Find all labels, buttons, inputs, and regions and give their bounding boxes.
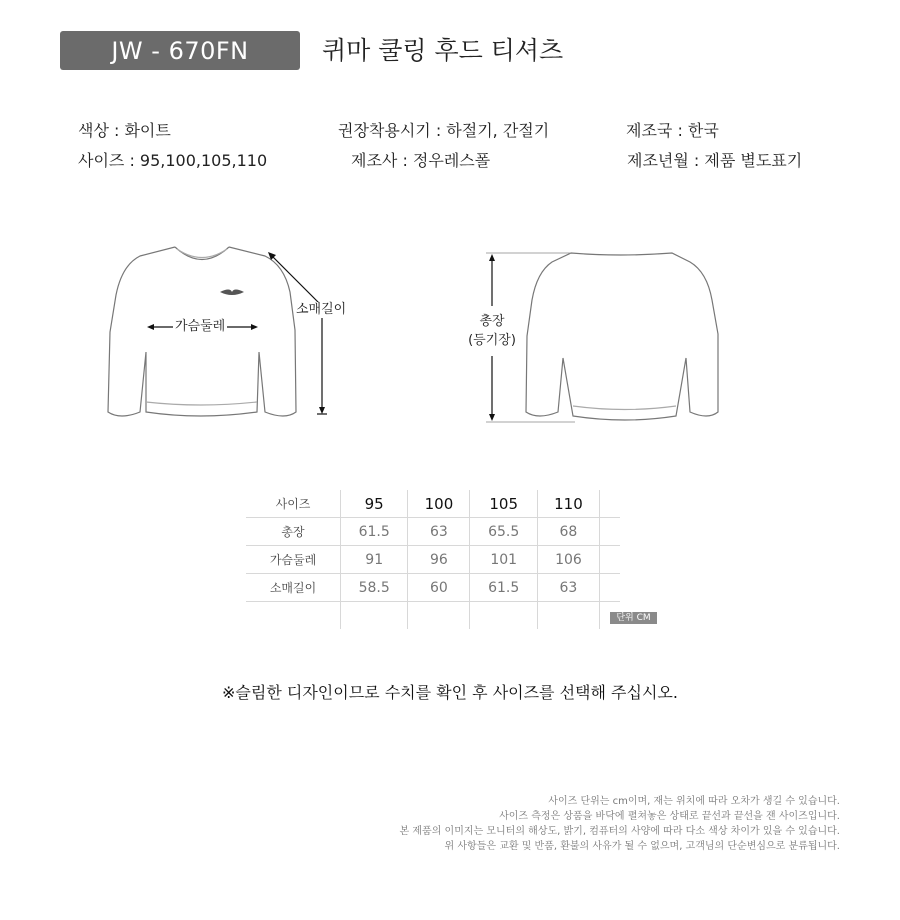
info-country: 제조국 : 한국 bbox=[626, 121, 719, 140]
table-cell-empty bbox=[537, 602, 599, 630]
chest-arrow-left bbox=[147, 324, 154, 330]
info-color: 색상 : 화이트 bbox=[78, 121, 171, 140]
table-cell: 68 bbox=[537, 518, 599, 546]
table-cell-empty bbox=[246, 602, 341, 630]
chest-arrow-right bbox=[251, 324, 258, 330]
table-cell: 106 bbox=[537, 546, 599, 574]
table-row-sleeve bbox=[246, 574, 620, 602]
length-arrow-bottom bbox=[489, 414, 495, 421]
table-cell-empty bbox=[600, 574, 621, 602]
chest-label: 가슴둘레 bbox=[175, 319, 226, 334]
front-hem-line bbox=[146, 402, 257, 405]
table-cell-empty bbox=[470, 602, 537, 630]
size-header-95: 95 bbox=[341, 490, 408, 518]
table-cell: 101 bbox=[470, 546, 537, 574]
size-header-label: 사이즈 bbox=[246, 490, 341, 518]
product-name: 퀴마 쿨링 후드 티셔츠 bbox=[322, 36, 564, 65]
footnote-line: 사이즈 단위는 cm이며, 재는 위치에 따라 오차가 생길 수 있습니다. bbox=[548, 796, 840, 807]
slim-fit-notice: ※슬림한 디자인이므로 수치를 확인 후 사이즈를 선택해 주십시오. bbox=[222, 683, 678, 702]
table-cell: 63 bbox=[537, 574, 599, 602]
table-cell: 61.5 bbox=[470, 574, 537, 602]
row-label-chest: 가슴둘레 bbox=[246, 546, 341, 574]
table-cell-empty bbox=[341, 602, 408, 630]
length-label-line2: (등기장) bbox=[468, 333, 516, 348]
table-cell: 60 bbox=[408, 574, 470, 602]
table-cell-empty bbox=[600, 518, 621, 546]
length-label bbox=[462, 314, 522, 349]
info-date: 제조년월 : 제품 별도표기 bbox=[627, 151, 803, 170]
model-code: JW - 670FN bbox=[111, 36, 249, 65]
sleeve-arrow-bottom bbox=[319, 407, 325, 414]
logo-icon bbox=[220, 290, 244, 296]
info-maker: 제조사 : 정우레스폴 bbox=[351, 151, 491, 170]
table-cell-empty bbox=[408, 602, 470, 630]
sleeve-diagonal-line bbox=[270, 254, 318, 302]
table-cell: 65.5 bbox=[470, 518, 537, 546]
footnote-line: 본 제품의 이미지는 모니터의 해상도, 밝기, 컴퓨터의 사양에 따라 다소 색상 차이가 있을 수 있습니다. bbox=[399, 826, 840, 837]
row-label-length: 총장 bbox=[246, 518, 341, 546]
footnote-line: 사이즈 측정은 상품을 바닥에 펼쳐놓은 상태로 끝선과 끝선을 잰 사이즈입니다. bbox=[499, 811, 840, 822]
back-hem-line bbox=[573, 406, 676, 410]
table-cell: 96 bbox=[408, 546, 470, 574]
table-row-length bbox=[246, 518, 620, 546]
table-cell: 63 bbox=[408, 518, 470, 546]
row-label-sleeve: 소매길이 bbox=[246, 574, 341, 602]
table-cell: 61.5 bbox=[341, 518, 408, 546]
length-arrow-top bbox=[489, 254, 495, 261]
unit-badge: 단위 CM bbox=[610, 612, 657, 624]
size-header-105: 105 bbox=[470, 490, 537, 518]
size-header-100: 100 bbox=[408, 490, 470, 518]
back-shirt-outline bbox=[526, 253, 718, 420]
table-row-chest bbox=[246, 546, 620, 574]
length-label-line1: 총장 bbox=[479, 314, 505, 329]
size-table-header-row bbox=[246, 490, 620, 518]
size-header-110: 110 bbox=[537, 490, 599, 518]
size-table bbox=[246, 490, 620, 629]
table-cell: 91 bbox=[341, 546, 408, 574]
info-sizes: 사이즈 : 95,100,105,110 bbox=[78, 151, 268, 170]
table-cell: 58.5 bbox=[341, 574, 408, 602]
table-cell-empty bbox=[600, 546, 621, 574]
front-collar-inner bbox=[177, 249, 227, 258]
sleeve-label: 소매길이 bbox=[296, 302, 347, 317]
info-season: 권장착용시기 : 하절기, 간절기 bbox=[338, 121, 550, 140]
size-table-spacer bbox=[600, 490, 621, 518]
table-row-blank bbox=[246, 602, 620, 630]
footnote-line: 위 사항들은 교환 및 반품, 환불의 사유가 될 수 없으며, 고객님의 단순변심으로 분류됩니다. bbox=[444, 841, 840, 852]
